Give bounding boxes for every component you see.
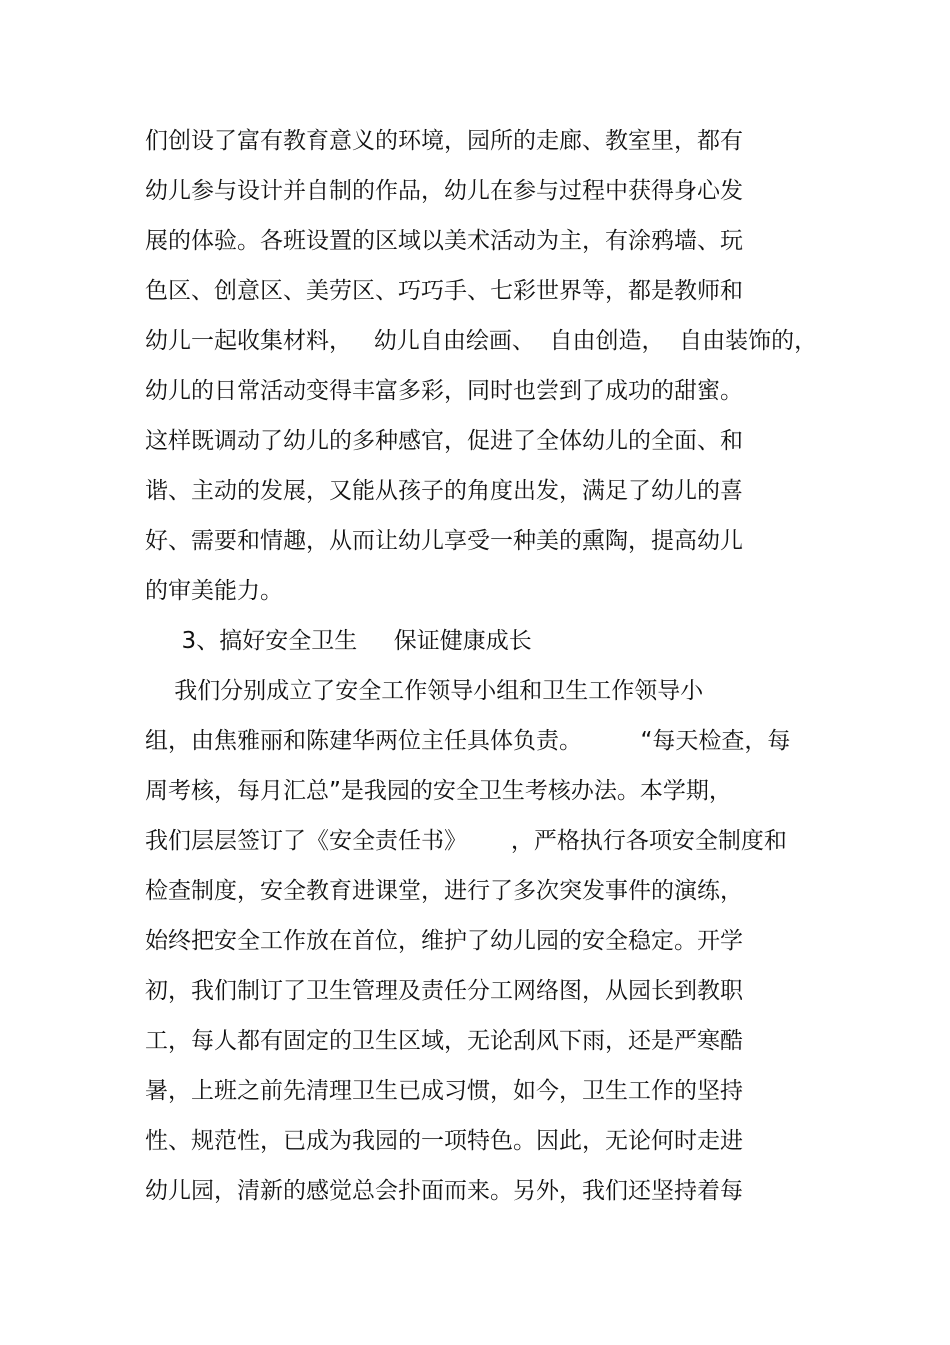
text-line: 好、需要和情趣，从而让幼儿享受一种美的熏陶，提高幼儿 [145,528,743,554]
text-line: 幼儿园，清新的感觉总会扑面而来。另外，我们还坚持着每 [145,1178,743,1204]
text-line: 我们层层签订了《安全责任书》 ，严格执行各项安全制度和 [145,828,787,854]
text-line: 幼儿参与设计并自制的作品，幼儿在参与过程中获得身心发 [145,178,743,204]
text-line: 色区、创意区、美劳区、巧巧手、七彩世界等，都是教师和 [145,278,743,304]
text-line: 幼儿的日常活动变得丰富多彩，同时也尝到了成功的甜蜜。 [145,378,743,404]
text-line: 暑，上班之前先清理卫生已成习惯，如今，卫生工作的坚持 [145,1078,743,1104]
text-line: 工，每人都有固定的卫生区域，无论刮风下雨，还是严寒酷 [145,1028,743,1054]
text-line: 性、规范性，已成为我园的一项特色。因此，无论何时走进 [145,1128,743,1154]
text-line: 检查制度，安全教育进课堂，进行了多次突发事件的演练， [145,878,743,904]
text-line: 展的体验。各班设置的区域以美术活动为主，有涂鸦墙、玩 [145,228,743,254]
text-line: 这样既调动了幼儿的多种感官，促进了全体幼儿的全面、和 [145,428,743,454]
text-line: 周考核，每月汇总”是我园的安全卫生考核办法。本学期， [145,778,732,804]
text-line: 的审美能力。 [145,578,283,604]
section-heading: 3、搞好安全卫生 保证健康成长 [145,628,532,654]
text-line: 组，由焦雅丽和陈建华两位主任具体负责。 “每天检查，每 [145,728,791,754]
text-line: 初，我们制订了卫生管理及责任分工网络图，从园长到教职 [145,978,743,1004]
text-line: 幼儿一起收集材料， 幼儿自由绘画、 自由创造， 自由装饰的， [145,328,818,354]
text-line: 们创设了富有教育意义的环境，园所的走廊、教室里，都有 [145,128,743,154]
text-line: 始终把安全工作放在首位，维护了幼儿园的安全稳定。开学 [145,928,743,954]
text-line: 谐、主动的发展，又能从孩子的角度出发，满足了幼儿的喜 [145,478,743,504]
text-line: 我们分别成立了安全工作领导小组和卫生工作领导小 [145,678,704,704]
